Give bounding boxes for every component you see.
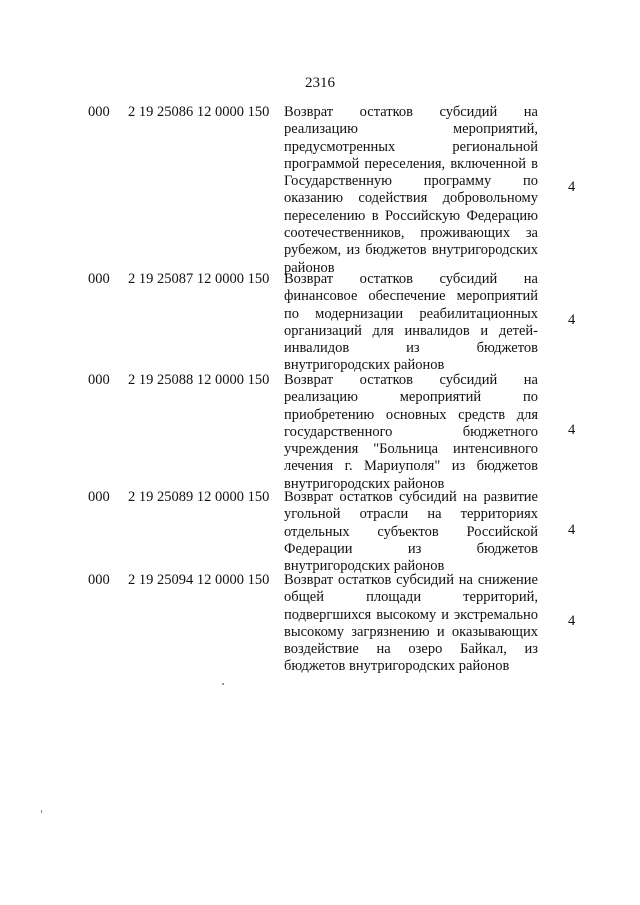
amount: 4 [568, 312, 576, 328]
description-line: предусмотренных региональной [284, 138, 538, 155]
description-line: отдельных субъектов Российской [284, 523, 538, 540]
description-line: Возврат остатков субсидий на [284, 372, 538, 388]
description-line: внутригородских районов [284, 558, 445, 575]
kbk-code: 2 19 25089 12 0000 150 [128, 489, 270, 505]
description-line: реализацию мероприятий по [284, 389, 538, 406]
scan-speck [222, 683, 224, 685]
page-number: 2316 [305, 75, 335, 91]
description-line: организаций для инвалидов и детей- [284, 322, 538, 339]
kbk-code: 2 19 25086 12 0000 150 [128, 104, 270, 120]
description-line: приобретению основных средств для [284, 406, 538, 423]
description-line: Возврат остатков субсидий на [284, 104, 538, 120]
kbk-code: 2 19 25088 12 0000 150 [128, 372, 270, 388]
scan-speck [41, 810, 42, 813]
admin-code: 000 [88, 271, 110, 287]
description-line: высокому загрязнению и оказывающих [284, 623, 538, 640]
description-line: программой переселения, включенной в [284, 155, 538, 172]
amount: 4 [568, 179, 576, 195]
description-line: бюджетов внутригородских районов [284, 658, 510, 675]
admin-code: 000 [88, 489, 110, 505]
description-line: подвергшихся высокому и экстремально [284, 606, 538, 623]
amount: 4 [568, 422, 576, 438]
description [284, 572, 538, 676]
description-line: по модернизации реабилитационных [284, 305, 538, 322]
description [284, 489, 538, 575]
description-line: финансовое обеспечение мероприятий [284, 288, 538, 305]
amount: 4 [568, 613, 576, 629]
description-line: внутригородских районов [284, 475, 445, 492]
amount: 4 [568, 522, 576, 538]
description-line: инвалидов из бюджетов [284, 340, 538, 357]
admin-code: 000 [88, 104, 110, 120]
kbk-code: 2 19 25087 12 0000 150 [128, 271, 270, 287]
description-line: рубежом, из бюджетов внутригородских [284, 242, 538, 259]
description-line: районов [284, 259, 335, 276]
description-line: угольной отрасли на территориях [284, 506, 538, 523]
description-line: лечения г. Мариуполя" из бюджетов [284, 458, 538, 475]
description-line: государственного бюджетного [284, 423, 538, 440]
description [284, 104, 538, 277]
kbk-code: 2 19 25094 12 0000 150 [128, 572, 270, 588]
description-line: реализацию мероприятий, [284, 121, 538, 138]
description-line: учреждения "Больница интенсивного [284, 441, 538, 458]
description-line: оказанию содействия добровольному [284, 190, 538, 207]
description-line: Федерации из бюджетов [284, 540, 538, 557]
description-line: соотечественников, проживающих за [284, 225, 538, 242]
description-line: Возврат остатков субсидий на развитие [284, 489, 538, 505]
description-line: переселению в Российскую Федерацию [284, 207, 538, 224]
admin-code: 000 [88, 572, 110, 588]
description [284, 372, 538, 493]
description [284, 271, 538, 375]
description-line: Возврат остатков субсидий на снижение [284, 572, 538, 588]
description-line: воздействие на озеро Байкал, из [284, 641, 538, 658]
description-line: общей площади территорий, [284, 589, 538, 606]
description-line: Возврат остатков субсидий на [284, 271, 538, 287]
description-line: внутригородских районов [284, 357, 445, 374]
admin-code: 000 [88, 372, 110, 388]
description-line: Государственную программу по [284, 173, 538, 190]
